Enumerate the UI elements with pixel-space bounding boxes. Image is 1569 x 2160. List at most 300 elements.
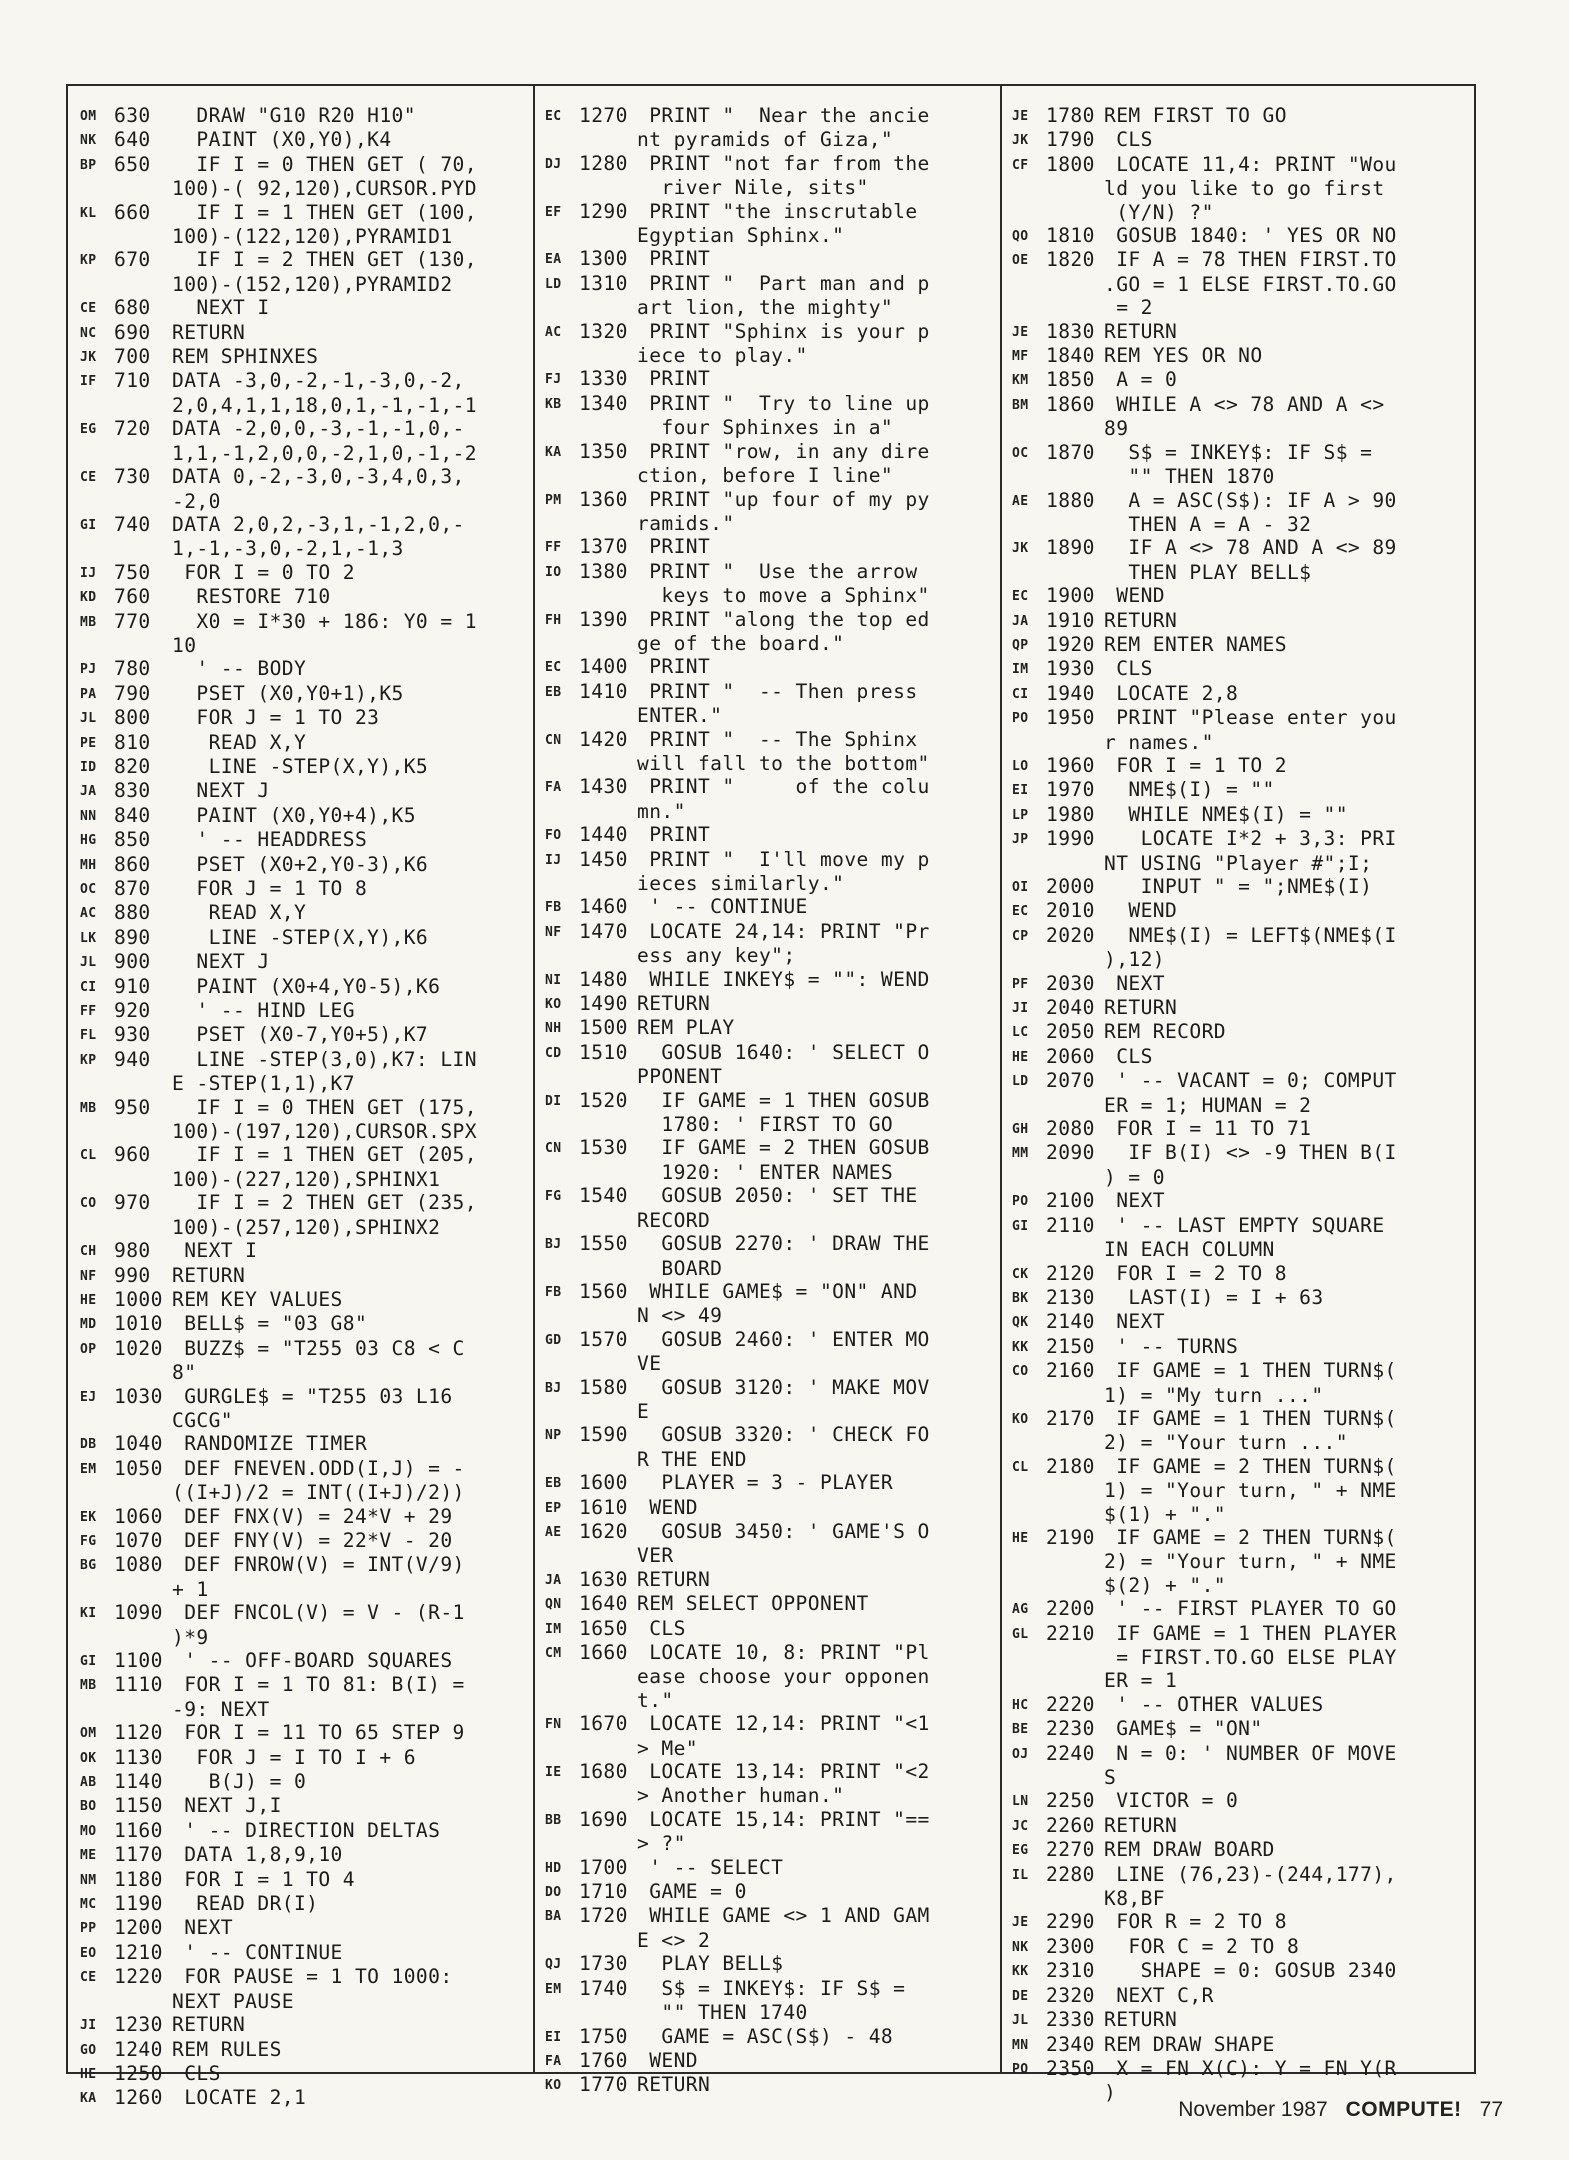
checksum-tag: PO — [1012, 2061, 1029, 2077]
checksum-tag: EP — [545, 1500, 562, 1516]
line-number: 1040 — [114, 1432, 163, 1456]
code-text: R THE END — [637, 1447, 747, 1471]
code-text: DATA 0,-2,-3,0,-3,4,0,3, — [172, 465, 465, 489]
code-line — [545, 1016, 993, 1040]
checksum-tag: PF — [1012, 976, 1029, 992]
code-line — [80, 682, 532, 706]
code-line-continuation — [1012, 852, 1466, 875]
code-line — [80, 1843, 532, 1867]
line-number: 1180 — [114, 1867, 163, 1891]
code-text: LOCATE 10, 8: PRINT "Pl — [637, 1641, 930, 1664]
line-number: 1380 — [579, 559, 628, 583]
line-number: 2140 — [1046, 1310, 1095, 1334]
checksum-tag: AG — [1012, 1602, 1029, 1618]
code-text: DATA -2,0,0,-3,-1,-1,0,- — [172, 417, 465, 441]
checksum-tag: CI — [1012, 686, 1029, 702]
checksum-tag: HG — [80, 833, 97, 849]
code-line — [80, 248, 532, 272]
checksum-tag: BP — [80, 157, 97, 173]
code-line-continuation — [80, 1120, 532, 1143]
line-number: 1310 — [579, 271, 628, 295]
line-number: 1230 — [114, 2013, 163, 2037]
code-line — [1012, 924, 1466, 948]
line-number: 2020 — [1046, 923, 1095, 947]
line-number: 1850 — [1046, 368, 1095, 392]
code-line — [1012, 1407, 1466, 1431]
code-line — [545, 535, 993, 559]
code-line — [1012, 441, 1466, 465]
code-line-continuation — [80, 394, 532, 417]
code-text: PRINT "along the top ed — [637, 607, 930, 631]
checksum-tag: MH — [80, 857, 97, 873]
code-text: 1780: ' FIRST TO GO — [637, 1113, 894, 1137]
line-number: 2050 — [1046, 1020, 1095, 1044]
code-line — [545, 1471, 993, 1495]
code-line-continuation — [545, 1737, 993, 1760]
line-number: 1200 — [114, 1916, 163, 1940]
code-text: NEXT C,R — [1104, 1983, 1214, 2007]
code-line — [545, 1952, 993, 1976]
checksum-tag: EJ — [80, 1389, 97, 1405]
code-text: RETURN — [637, 2073, 711, 2097]
code-line-continuation — [545, 752, 993, 775]
code-line — [80, 926, 532, 950]
code-line — [1012, 224, 1466, 248]
checksum-tag: IL — [1012, 1867, 1029, 1883]
column-divider-2 — [1000, 86, 1002, 2072]
checksum-tag: NM — [80, 1872, 97, 1888]
checksum-tag: IJ — [545, 852, 562, 868]
code-line-continuation — [1012, 1479, 1466, 1502]
code-text: CLS — [172, 2061, 221, 2085]
code-text: PRINT — [637, 535, 711, 559]
code-line — [545, 272, 993, 296]
code-text: S$ = INKEY$: IF S$ = — [1104, 440, 1373, 464]
checksum-tag: NI — [545, 972, 562, 988]
code-line — [545, 775, 993, 799]
code-text: t." — [637, 1688, 674, 1712]
checksum-tag: IO — [545, 564, 562, 580]
checksum-tag: EM — [545, 1981, 562, 1997]
checksum-tag: JL — [1012, 2013, 1029, 2029]
code-text: LINE (76,23)-(244,177), — [1104, 1862, 1397, 1886]
checksum-tag: HE — [80, 1292, 97, 1308]
code-text: 2,0,4,1,1,18,0,1,-1,-1,-1 — [172, 393, 477, 417]
code-line-continuation — [545, 872, 993, 895]
line-number: 1650 — [579, 1616, 628, 1640]
code-text: CLS — [1104, 128, 1153, 152]
code-text: REM DRAW BOARD — [1104, 1838, 1275, 1862]
line-number: 1790 — [1046, 128, 1095, 152]
code-text: RETURN — [1104, 996, 1178, 1020]
code-text: PRINT " of the colu — [637, 775, 930, 799]
code-line-continuation — [80, 1216, 532, 1239]
line-number: 1900 — [1046, 584, 1095, 608]
line-number: 1110 — [114, 1673, 163, 1697]
line-number: 800 — [114, 706, 151, 730]
code-text: REM FIRST TO GO — [1104, 104, 1287, 127]
code-text: GOSUB 3120: ' MAKE MOV — [637, 1375, 930, 1399]
code-line — [80, 2062, 532, 2086]
code-text: NEXT J,I — [172, 1794, 282, 1818]
code-text: INPUT " = ";NME$(I) — [1104, 875, 1373, 898]
code-text: PAINT (X0,Y0),K4 — [172, 128, 392, 152]
code-line — [1012, 320, 1466, 344]
code-line — [80, 1649, 532, 1673]
code-line — [1012, 1214, 1466, 1238]
code-text: B(J) = 0 — [172, 1770, 307, 1794]
code-line — [80, 513, 532, 537]
line-number: 1370 — [579, 535, 628, 559]
listing-column-3 — [1012, 104, 1466, 2105]
code-line — [80, 465, 532, 489]
code-line-continuation — [545, 128, 993, 151]
line-number: 1360 — [579, 487, 628, 511]
code-text: FOR J = 1 TO 23 — [172, 706, 380, 730]
code-text: CLS — [1104, 1044, 1153, 1068]
code-line — [80, 1892, 532, 1916]
code-text: LOCATE 13,14: PRINT "<2 — [637, 1760, 930, 1784]
code-text: X0 = I*30 + 186: Y0 = 1 — [172, 609, 477, 633]
code-text: Egyptian Sphinx." — [637, 224, 845, 248]
column-divider-1 — [533, 86, 535, 2072]
line-number: 2000 — [1046, 875, 1095, 898]
code-text: REM RECORD — [1104, 1020, 1226, 1044]
checksum-tag: BA — [545, 1909, 562, 1925]
code-text: IF A = 78 THEN FIRST.TO — [1104, 248, 1397, 272]
checksum-tag: OM — [80, 109, 97, 124]
checksum-tag: OC — [80, 882, 97, 897]
listing-column-2 — [545, 104, 993, 2098]
code-text: WEND — [1104, 899, 1178, 923]
code-text: NEXT I — [172, 296, 270, 320]
code-text: ' -- VACANT = 0; COMPUT — [1104, 1069, 1397, 1093]
line-number: 700 — [114, 345, 151, 369]
code-text: ramids." — [637, 511, 735, 535]
code-text: ((I+J)/2 = INT((I+J)/2)) — [172, 1481, 465, 1505]
code-text: E <> 2 — [637, 1928, 711, 1952]
code-line — [1012, 1020, 1466, 1044]
code-line — [545, 1496, 993, 1520]
code-text: PLAYER = 3 - PLAYER — [637, 1471, 894, 1495]
code-line-continuation — [545, 1065, 993, 1088]
code-text: ' -- CONTINUE — [637, 895, 808, 919]
line-number: 1720 — [579, 1904, 628, 1928]
code-text: NEXT — [1104, 971, 1165, 995]
line-number: 2250 — [1046, 1789, 1095, 1813]
line-number: 1970 — [1046, 778, 1095, 802]
code-line-continuation — [545, 1400, 993, 1423]
code-text: RETURN — [637, 992, 711, 1016]
checksum-tag: KI — [80, 1606, 97, 1622]
line-number: 2100 — [1046, 1189, 1095, 1213]
code-text: CGCG" — [172, 1408, 233, 1432]
checksum-tag: LK — [80, 930, 97, 946]
code-line-continuation — [1012, 273, 1466, 296]
line-number: 1560 — [579, 1279, 628, 1303]
code-text: GOSUB 3450: ' GAME'S O — [637, 1519, 930, 1543]
code-text: THEN PLAY BELL$ — [1104, 560, 1312, 584]
code-line — [545, 728, 993, 752]
code-text: 2) = "Your turn ..." — [1104, 1431, 1348, 1455]
code-line-continuation — [545, 1544, 993, 1567]
line-number: 820 — [114, 754, 151, 778]
line-number: 890 — [114, 925, 151, 949]
code-text: FOR I = 0 TO 2 — [172, 560, 355, 584]
line-number: 640 — [114, 128, 151, 152]
code-line — [545, 440, 993, 464]
code-line — [1012, 1910, 1466, 1934]
checksum-tag: JK — [80, 350, 97, 366]
code-text: ' -- CONTINUE — [172, 1940, 343, 1964]
code-text: .GO = 1 ELSE FIRST.TO.GO — [1104, 272, 1397, 296]
checksum-tag: CN — [545, 1141, 562, 1157]
code-text: RETURN — [637, 1567, 711, 1591]
code-line-continuation — [80, 1481, 532, 1504]
line-number: 1090 — [114, 1601, 163, 1625]
code-line-continuation — [1012, 1550, 1466, 1573]
checksum-tag: AC — [545, 324, 562, 340]
line-number: 850 — [114, 828, 151, 852]
checksum-tag: AC — [80, 906, 97, 922]
code-text: GOSUB 2270: ' DRAW THE — [637, 1232, 930, 1256]
checksum-tag: OM — [80, 1726, 97, 1742]
code-text: GOSUB 2050: ' SET THE — [637, 1184, 918, 1208]
code-text: DEF FNEVEN.ODD(I,J) = - — [172, 1456, 465, 1480]
code-line — [80, 1941, 532, 1965]
checksum-tag: GD — [545, 1332, 562, 1348]
code-line-continuation — [1012, 948, 1466, 971]
code-text: PRINT " Part man and p — [637, 271, 930, 295]
code-text: IF I = 2 THEN GET (235, — [172, 1191, 477, 1215]
line-number: 1930 — [1046, 657, 1095, 681]
code-text: 100)-(152,120),PYRAMID2 — [172, 272, 453, 296]
code-text: FOR I = 11 TO 71 — [1104, 1117, 1312, 1141]
line-number: 2030 — [1046, 971, 1095, 995]
code-line-continuation — [80, 634, 532, 657]
checksum-tag: KA — [80, 2091, 97, 2107]
line-number: 1680 — [579, 1760, 628, 1784]
line-number: 900 — [114, 950, 151, 974]
checksum-tag: QO — [1012, 229, 1029, 245]
code-line-continuation — [1012, 296, 1466, 319]
code-line — [80, 1023, 532, 1047]
code-line — [1012, 1455, 1466, 1479]
checksum-tag: NP — [545, 1428, 562, 1444]
code-text: NEXT J — [172, 950, 270, 974]
code-text: DATA 1,8,9,10 — [172, 1843, 343, 1867]
checksum-tag: JP — [1012, 832, 1029, 848]
line-number: 1490 — [579, 992, 628, 1016]
checksum-tag: PM — [545, 492, 562, 508]
code-text: = 2 — [1104, 296, 1153, 320]
code-text: )*9 — [172, 1625, 209, 1649]
code-line — [545, 1808, 993, 1832]
code-text: "" THEN 1740 — [637, 2001, 808, 2025]
checksum-tag: HC — [1012, 1697, 1029, 1713]
checksum-tag: PO — [1012, 711, 1029, 727]
line-number: 1530 — [579, 1136, 628, 1160]
code-text: WEND — [637, 2048, 698, 2072]
checksum-tag: FB — [545, 1284, 562, 1300]
code-line — [545, 920, 993, 944]
line-number: 940 — [114, 1047, 151, 1071]
line-number: 1250 — [114, 2061, 163, 2085]
code-line — [80, 1191, 532, 1215]
code-line — [545, 247, 993, 271]
line-number: 2080 — [1046, 1117, 1095, 1141]
line-number: 2280 — [1046, 1862, 1095, 1886]
line-number: 2320 — [1046, 1983, 1095, 2007]
code-line-continuation — [80, 177, 532, 200]
code-text: PRINT " Use the arrow — [637, 559, 918, 583]
code-text: X = FN X(C): Y = FN Y(R — [1104, 2056, 1397, 2080]
code-line — [1012, 584, 1466, 608]
code-line — [80, 104, 532, 128]
checksum-tag: KO — [1012, 1411, 1029, 1427]
code-text: LOCATE 2,1 — [172, 2086, 307, 2110]
checksum-tag: FH — [545, 612, 562, 628]
line-number: 1580 — [579, 1375, 628, 1399]
code-line-continuation — [1012, 417, 1466, 440]
line-number: 1060 — [114, 1504, 163, 1528]
code-line — [1012, 1189, 1466, 1213]
line-number: 870 — [114, 877, 151, 900]
code-line — [80, 779, 532, 803]
line-number: 1800 — [1046, 152, 1095, 176]
code-line — [1012, 1814, 1466, 1838]
checksum-tag: CE — [80, 470, 97, 486]
code-text: WHILE GAME$ = "ON" AND — [637, 1279, 918, 1303]
code-text: FOR PAUSE = 1 TO 1000: — [172, 1965, 453, 1989]
code-line — [1012, 1984, 1466, 2008]
line-number: 2260 — [1046, 1813, 1095, 1837]
code-line — [1012, 1141, 1466, 1165]
code-text: (Y/N) ?" — [1104, 200, 1214, 224]
line-number: 830 — [114, 779, 151, 803]
code-text: WHILE A <> 78 AND A <> — [1104, 392, 1385, 416]
code-text: DEF FNROW(V) = INT(V/9) — [172, 1553, 465, 1577]
code-line — [1012, 609, 1466, 633]
checksum-tag: CL — [1012, 1459, 1029, 1475]
line-number: 1260 — [114, 2086, 163, 2110]
code-text: IF GAME = 1 THEN TURN$( — [1104, 1406, 1397, 1430]
checksum-tag: KP — [80, 1052, 97, 1068]
checksum-tag: AE — [545, 1524, 562, 1540]
code-text: NEXT J — [172, 779, 270, 803]
line-number: 680 — [114, 296, 151, 320]
code-line-continuation — [545, 1689, 993, 1712]
line-number: 2090 — [1046, 1141, 1095, 1165]
checksum-tag: QN — [545, 1597, 562, 1613]
code-text: ' -- OFF-BOARD SQUARES — [172, 1649, 453, 1672]
code-line — [1012, 1959, 1466, 1983]
code-line — [80, 561, 532, 585]
code-text: 2) = "Your turn, " + NME — [1104, 1550, 1397, 1574]
code-line — [80, 877, 532, 901]
code-text: RETURN — [172, 320, 246, 344]
code-line — [545, 320, 993, 344]
checksum-tag: KB — [545, 396, 562, 412]
code-line — [545, 1520, 993, 1544]
checksum-tag: KM — [1012, 373, 1029, 389]
line-number: 2290 — [1046, 1910, 1095, 1934]
code-line — [80, 853, 532, 877]
code-line — [80, 706, 532, 730]
checksum-tag: CM — [545, 1646, 562, 1661]
checksum-tag: HE — [1012, 1530, 1029, 1546]
code-line — [545, 608, 993, 632]
code-line — [80, 1673, 532, 1697]
code-line-continuation — [545, 416, 993, 439]
line-number: 660 — [114, 200, 151, 224]
code-text: PSET (X0+2,Y0-3),K6 — [172, 852, 429, 876]
checksum-tag: EA — [545, 252, 562, 268]
line-number: 1760 — [579, 2048, 628, 2072]
code-text: 100)-( 92,120),CURSOR.PYD — [172, 177, 477, 201]
listing-column-1 — [80, 104, 532, 2111]
checksum-tag: CE — [80, 301, 97, 317]
code-line-continuation — [545, 1448, 993, 1471]
code-text: ' -- DIRECTION DELTAS — [172, 1818, 441, 1842]
code-text: ENTER." — [637, 704, 723, 728]
checksum-tag: FG — [545, 1189, 562, 1205]
checksum-tag: IM — [545, 1621, 562, 1637]
code-text: LOCATE 12,14: PRINT "<1 — [637, 1712, 930, 1736]
line-number: 1980 — [1046, 802, 1095, 826]
line-number: 2120 — [1046, 1261, 1095, 1285]
code-text: ' -- OTHER VALUES — [1104, 1692, 1324, 1716]
line-number: 1910 — [1046, 608, 1095, 632]
code-line — [545, 2025, 993, 2049]
code-line — [1012, 536, 1466, 560]
code-line — [80, 975, 532, 999]
code-text: > ?" — [637, 1832, 686, 1856]
code-line — [80, 610, 532, 634]
checksum-tag: HE — [1012, 1049, 1029, 1065]
code-text: GURGLE$ = "T255 03 L16 — [172, 1384, 453, 1408]
code-line — [545, 1423, 993, 1447]
code-line-continuation — [545, 1929, 993, 1952]
line-number: 1210 — [114, 1940, 163, 1964]
line-number: 2170 — [1046, 1406, 1095, 1430]
checksum-tag: DB — [80, 1437, 97, 1453]
code-line — [545, 1328, 993, 1352]
code-line-continuation — [1012, 1574, 1466, 1597]
line-number: 1000 — [114, 1287, 163, 1311]
code-text: LOCATE 11,4: PRINT "Wou — [1104, 152, 1397, 176]
checksum-tag: LD — [545, 276, 562, 292]
code-line — [1012, 1935, 1466, 1959]
line-number: 910 — [114, 974, 151, 998]
checksum-tag: KK — [1012, 1964, 1029, 1980]
code-text: -2,0 — [172, 489, 221, 513]
code-line — [80, 1096, 532, 1120]
code-line — [1012, 875, 1466, 899]
code-text: IF GAME = 2 THEN TURN$( — [1104, 1454, 1397, 1478]
checksum-tag: CD — [545, 1045, 562, 1061]
checksum-tag: DO — [545, 1885, 562, 1901]
code-text: PAINT (X0+4,Y0-5),K6 — [172, 974, 441, 998]
line-number: 2240 — [1046, 1741, 1095, 1765]
checksum-tag: JA — [1012, 613, 1029, 629]
line-number: 2300 — [1046, 1934, 1095, 1958]
code-line-continuation — [1012, 1669, 1466, 1692]
code-line — [1012, 778, 1466, 802]
code-text: PRINT "Please enter you — [1104, 706, 1397, 730]
code-text: ' -- SELECT — [637, 1855, 784, 1879]
checksum-tag: FN — [545, 1717, 562, 1733]
